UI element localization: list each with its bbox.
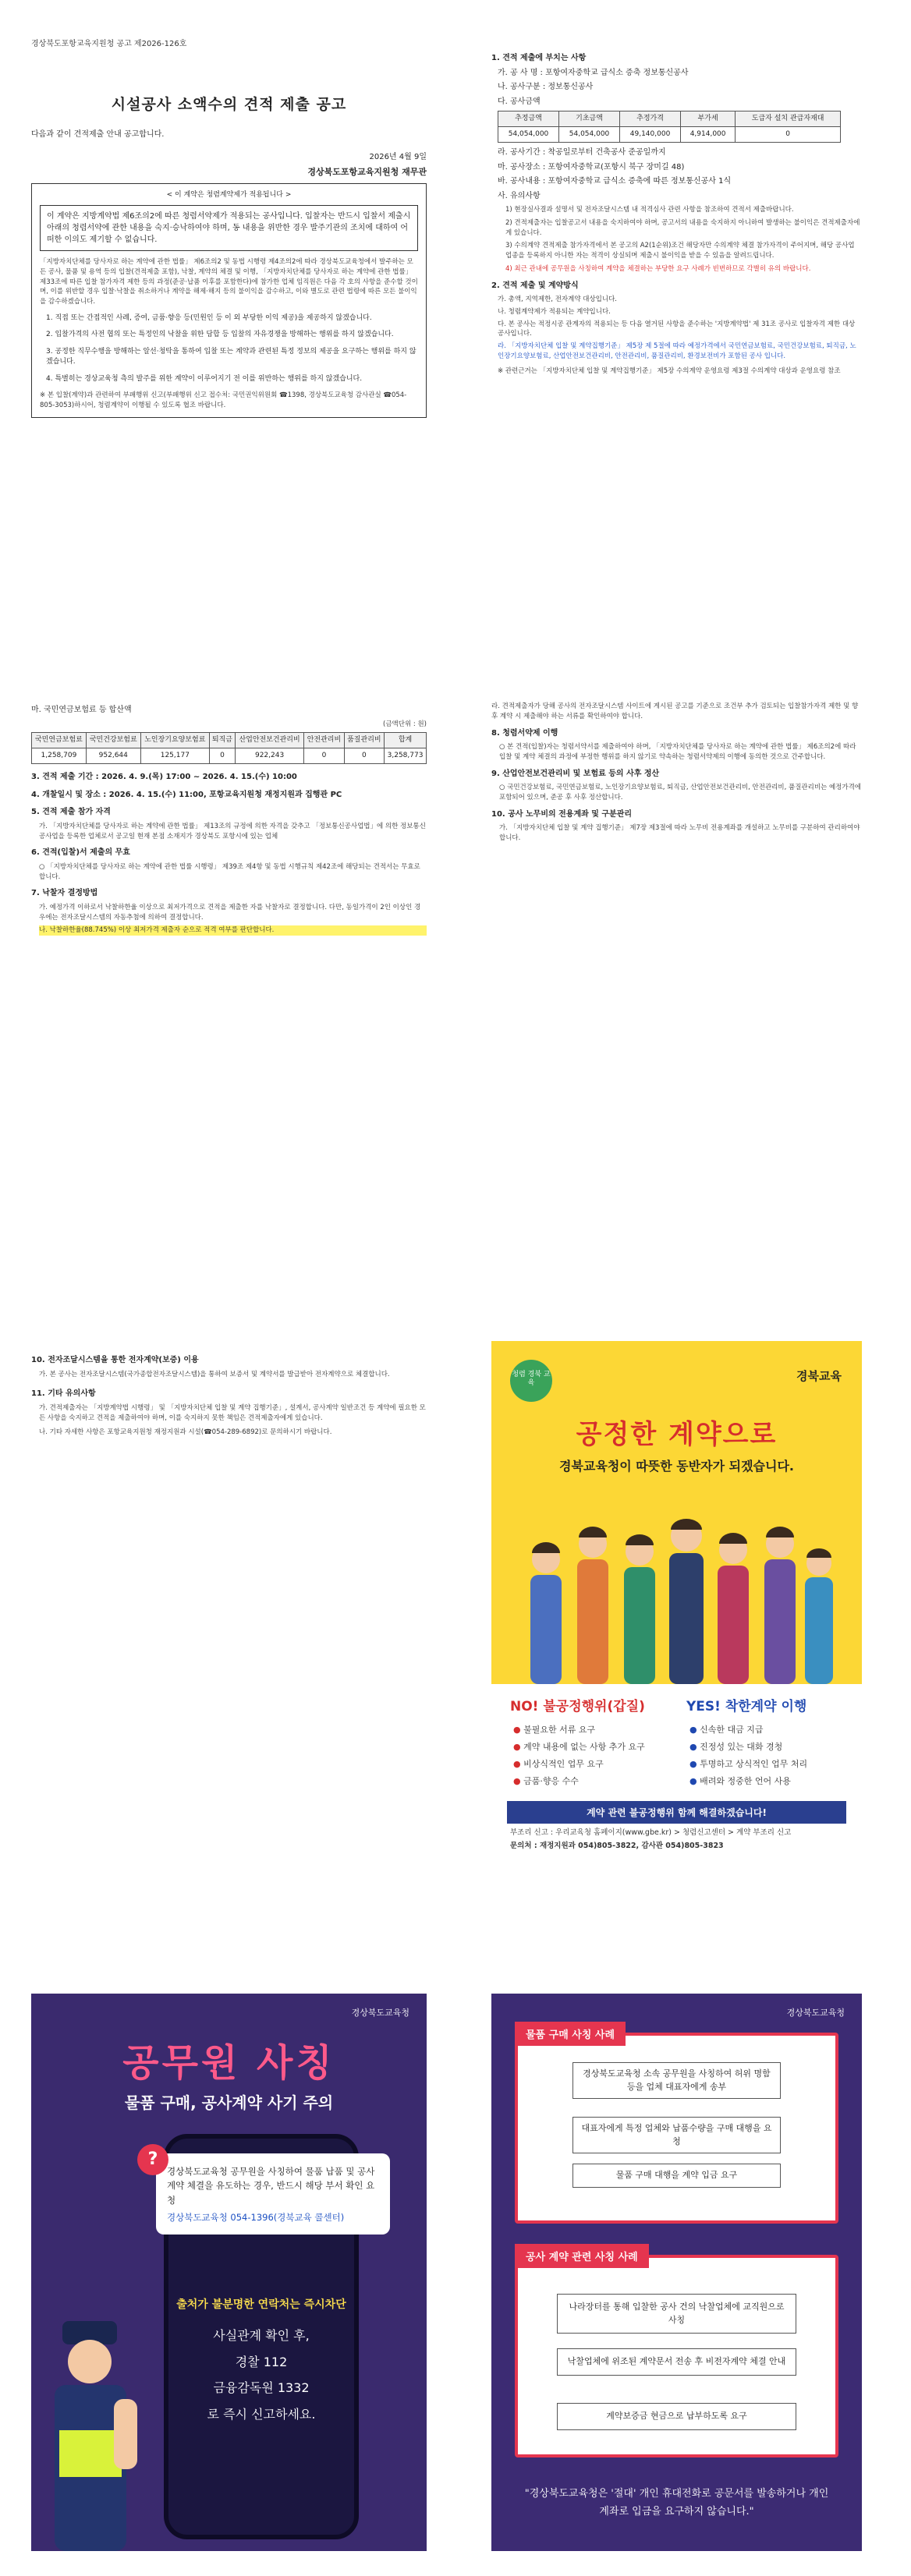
section-title: 공사 계약 관련 사칭 사례 — [515, 2244, 649, 2268]
contract-method: 다. 본 공사는 적정시공 관계자의 적용되는 등 다음 열거된 사항을 준수하는 '지방계약법' 제 31조 공사로 입찰자격 제한 대상 공사입니다. — [498, 320, 856, 338]
bidder-check-text: 라. 견적제출자가 당해 공사의 전자조달시스템 사이트에 게시된 공고를 기준으로 조건부 추가 검토되는 입찰참가자격 제한 및 향후 계약 시 제출해야 하는 서류를 확인하여야 합니다. — [491, 702, 859, 720]
labor-account-text: 가. 「지방자치단체 입찰 및 계약 집행기준」 제7장 제3절에 따라 노무비 전용계좌를 개설하고 노무비를 구분하여 관리하여야 합니다. — [499, 824, 860, 842]
no-item: ● 비상식적인 업무 요구 — [513, 1759, 604, 1769]
cautions-label: 사. 유의사항 — [498, 191, 541, 200]
case-item: 나라장터를 통해 입찰한 공사 건의 낙찰업체에 교직원으로 사칭 — [557, 2294, 796, 2334]
notice-footnote: ※ 본 입찰(계약)과 관련하여 부패행위 신고(부패행위 신고 접수처: 국민권익위원회 ☎1398, 경상북도교육청 감사관실 ☎054-805-3053)하시어, 청렴계약이 이행될 수 있도록 협조 바랍니다. — [40, 391, 407, 410]
table-cell: 0 — [209, 748, 235, 764]
contract-method: 가. 총액, 지역제한, 전자계약 대상입니다. — [498, 295, 617, 304]
contract-method: 라. 「지방자치단체 입찰 및 계약집행기준」 제5장 제 5절에 따라 예정가격에서 국민연금보험료, 국민건강보험료, 퇴직금, 노인장기요양보험료, 산업안전보건관리비, 안전관리비, 품질관리비, 환경보전비가 포함된 공사 입니다. — [498, 342, 856, 360]
caution-note: 1) 현장실사결과 설명서 및 전자조달시스템 내 적격심사 관련 사항을 참조하여 견적서 제출바랍니다. — [505, 206, 794, 214]
table-cell: 952,644 — [86, 748, 140, 764]
unit-label: (금액단위 : 원) — [383, 720, 427, 728]
table-header: 추정가격 — [620, 111, 681, 127]
integrity-notice-title: < 이 계약은 청렴계약제가 적용됩니다 > — [166, 190, 292, 199]
table-cell: 0 — [736, 127, 841, 143]
intro-text: 다음과 같이 견적제출 안내 공고합니다. — [31, 130, 165, 140]
case-item: 대표자에게 특정 업체와 납품수량을 구매 대행을 요청 — [572, 2117, 781, 2153]
table-header: 합계 — [385, 733, 427, 748]
award-method-text: 가. 예정가격 이하로서 낙찰하한율 이상으로 최저가격으로 견적을 제출한 자를 낙찰자로 결정합니다. 다만, 동일가격이 2인 이상인 경우에는 전자조달시스템의 자동추첨에 의하여 결정합니다. — [39, 903, 421, 922]
issuer: 경상북도포항교육지원청 재무관 — [307, 167, 427, 178]
table-cell: 922,243 — [235, 748, 303, 764]
table-cell: 0 — [344, 748, 384, 764]
section-title: 물품 구매 사칭 사례 — [515, 2022, 626, 2046]
award-method-title: 7. 낙찰자 결정방법 — [31, 889, 98, 898]
integrity-notice-detail: 「지방자치단체를 당사자로 하는 계약에 관한 법률」 제6조의2 및 동법 시행령 제4조의2에 따라 경상북도교육청에서 발주하는 모든 공사, 물품 및 용역 등의 입찰(견적제출 포함), 낙찰, 계약의 체결 및 이행, 「지방자치단체를 당사자로 하는 계약에 관한 법률」 제33조에 따른 입찰 참가자격 제한 등의 과정(준공·납품 이후를 포함한다)에 참가한 업체 임직원은 다음 각 호의 사항을 준수할 것이며, 이를 위반할 경우 입찰·낙찰을 취소하거나 계약을 해제·해지 등의 불이익을 감수하고, 이와 별도로 관련 법령에 따른 모든 불이익을 감수하겠습니다. — [40, 258, 418, 306]
legal-basis-footnote: ※ 관련근거는 「지방자치단체 입찰 및 계약집행기준」 제5장 수의계약 운영요령 제3절 수의계약 대상과 운영요령 참조 — [498, 366, 841, 375]
integrity-notice-body: 이 계약은 지방계약법 제6조의2에 따른 청렴서약제가 적용되는 공사입니다. 입찰자는 반드시 입찰서 제출시 아래의 청렴서약에 관한 내용을 숙지·승낙하여야 하며, 동 내용을 위반한 경우 발주기관의 조치에 대하여 어떠한 이의도 제기할 수 없습니다. — [40, 205, 418, 251]
invalid-quote-text: ○ 「지방자치단체를 당사자로 하는 계약에 관한 법률 시행령」 제39조 제4항 및 동법 시행규칙 제42조에 해당되는 견적서는 무효로 합니다. — [39, 862, 420, 881]
table-header: 추정금액 — [498, 111, 559, 127]
notice-item: 3. 공정한 직무수행을 방해하는 알선·청탁을 통하여 입찰 또는 계약과 관련된 특정 정보의 제공을 요구하는 행위를 하지 않겠습니다. — [46, 347, 417, 366]
integrity-notice — [31, 183, 427, 418]
table-cell: 4,914,000 — [681, 127, 736, 143]
table-cell: 54,054,000 — [559, 127, 620, 143]
table-cell: 54,054,000 — [498, 127, 559, 143]
warning-bubble-text: 경상북도교육청 공무원을 사칭하여 물품 납품 및 공사 계약 체결을 유도하는 경우, 반드시 해당 부서 확인 요청 — [167, 2166, 375, 2206]
other-notes-title: 11. 기타 유의사항 — [31, 1389, 96, 1399]
question-icon: ? — [137, 2144, 168, 2175]
table-cell: 0 — [304, 748, 344, 764]
labor-account-title: 10. 공사 노무비의 전용계좌 및 구분관리 — [491, 809, 633, 819]
report-line: 사실관계 확인 후, — [213, 2328, 310, 2343]
page-2 — [491, 47, 862, 483]
no-title: NO! 불공정행위(갑질) — [510, 1699, 645, 1714]
page-3-continued — [491, 702, 862, 1107]
award-rate-text: 나. 낙찰하한율(88.745%) 이상 최저가격 제출자 순으로 적격 여부를 판단합니다. — [39, 925, 427, 936]
report-line: 경찰 112 — [235, 2354, 288, 2369]
table-header: 노인장기요양보험료 — [140, 733, 209, 748]
yes-item: ● 배려와 정중한 언어 사용 — [689, 1776, 791, 1786]
report-banner: 계약 관련 불공정행위 함께 해결하겠습니다! — [507, 1801, 846, 1824]
eligibility-title: 5. 견적 제출 참가 자격 — [31, 808, 111, 817]
police-officer-illustration — [39, 2321, 148, 2551]
table-cell: 49,140,000 — [620, 127, 681, 143]
purchase-case-box — [515, 2029, 838, 2224]
fair-contract-poster — [491, 1341, 862, 1873]
people-illustration — [515, 1489, 838, 1684]
impersonation-cases-poster — [491, 1994, 862, 2551]
e-contract-text: 가. 본 공사는 전자조달시스템(국가종합전자조달시스템)을 통하여 보증서 및 계약서를 발급받아 전자계약으로 체결합니다. — [39, 1370, 390, 1378]
project-type: 나. 공사구분 : 정보통신공사 — [498, 83, 594, 91]
case-item: 경상북도교육청 소속 공무원을 사칭하여 허위 명함 등을 업체 대표자에게 송부 — [572, 2062, 781, 2099]
report-guide — [175, 2296, 347, 2427]
report-line: 로 즉시 신고하세요. — [207, 2406, 316, 2422]
report-line: 문의처 : 재정지원과 054)805-3822, 감사관 054)805-3823 — [510, 1842, 724, 1851]
table-header: 국민연금보험료 — [32, 733, 87, 748]
report-line: 금융감독원 1332 — [213, 2380, 310, 2396]
insurance-table — [31, 732, 427, 764]
amount-table — [498, 111, 841, 143]
table-header: 산업안전보건관리비 — [235, 733, 303, 748]
integrity-badge: 청렴 경북 교육 — [510, 1360, 552, 1402]
integrity-pledge-title: 8. 청렴서약제 이행 — [491, 728, 558, 738]
table-cell: 3,258,773 — [385, 748, 427, 764]
contract-method: 나. 청렴계약제가 적용되는 계약입니다. — [498, 307, 611, 316]
poster-subtitle: 물품 구매, 공사계약 사기 주의 — [124, 2093, 334, 2112]
e-contract-title: 10. 전자조달시스템을 통한 전자계약(보증) 이용 — [31, 1356, 199, 1364]
no-item: ● 계약 내용에 없는 사항 추가 요구 — [513, 1742, 645, 1752]
caution-note-warning: 4) 최근 관내에 공무원을 사칭하여 계약을 체결하는 부당한 요구 사례가 빈번하므로 각별히 유의 바랍니다. — [505, 264, 811, 273]
no-item: ● 불필요한 서류 요구 — [513, 1725, 596, 1735]
call-center-link: 경상북도교육청 054-1396(경북교육 콜센터) — [167, 2212, 345, 2224]
block-alert: 출처가 불분명한 연락처는 즉시차단 — [176, 2298, 346, 2311]
project-name: 가. 공 사 명 : 포항여자중학교 급식소 증축 정보통신공사 — [498, 68, 689, 77]
yes-item: ● 진정성 있는 대화 경청 — [689, 1742, 783, 1752]
section-1-title: 1. 견적 제출에 부치는 사항 — [491, 54, 587, 62]
page-4 — [31, 1349, 427, 1676]
table-cell: 125,177 — [140, 748, 209, 764]
yes-item: ● 신속한 대금 지급 — [689, 1725, 764, 1735]
case-item: 물품 구매 대행을 계약 입금 요구 — [572, 2164, 781, 2188]
table-header: 도급자 설치 관급자재대 — [736, 111, 841, 127]
project-amount-label: 다. 공사금액 — [498, 97, 541, 106]
notice-item: 1. 직접 또는 간접적인 사례, 증여, 금품·향응 등(민원인 등 이 외 부당한 이익 제공)을 제공하지 않겠습니다. — [46, 313, 372, 322]
post-settlement-title: 9. 산업안전보건관리비 및 보험료 등의 사후 정산 — [491, 769, 660, 778]
table-header: 퇴직금 — [209, 733, 235, 748]
notice-item: 2. 입찰가격의 사전 협의 또는 특정인의 낙찰을 위한 담합 등 입찰의 자유경쟁을 방해하는 행위를 하지 않겠습니다. — [46, 331, 394, 339]
table-header: 국민건강보험료 — [86, 733, 140, 748]
integrity-pledge-text: ○ 본 견적(입찰)자는 청렴서약서를 제출하여야 하며, 「지방자치단체를 당사자로 하는 계약에 관한 법률」 제6조의2에 따라 입찰 및 계약 체결의 과정에 부정한 행위를 하지 않기로 약속하는 청렴서약제의 이행에 동의한 것으로 간주합니다. — [499, 743, 856, 761]
page-1 — [31, 39, 427, 577]
gbe-logo: 경상북도교육청 — [351, 2008, 409, 2018]
poster-title: 공무원 사칭 — [122, 2041, 335, 2085]
construction-site: 마. 공사장소 : 포항여자중학교(포항시 북구 장미길 48) — [498, 162, 685, 172]
gbe-logo: 경북교육 — [796, 1369, 842, 1383]
case-item: 계약보증금 현금으로 납부하도록 요구 — [557, 2403, 796, 2430]
construction-case-box — [515, 2252, 838, 2457]
case-item: 낙찰업체에 위조된 계약문서 전송 후 비전자계약 체결 안내 — [557, 2348, 796, 2376]
eligibility-text: 가. 「지방자치단체를 당사자로 하는 계약에 관한 법률」 제13조의 규정에 의한 자격을 갖추고 「정보통신공사업법」에 의한 정보통신공사업을 등록한 업체로서 공고일 현재 본점 소재지가 경상북도 포항시에 있는 업체 — [39, 822, 426, 840]
invalid-quote-title: 6. 견적(입찰)서 제출의 무효 — [31, 848, 130, 858]
table-header: 안전관리비 — [304, 733, 344, 748]
table-header: 부가세 — [681, 111, 736, 127]
table-header: 기초금액 — [559, 111, 620, 127]
quote-period: 3. 견적 제출 기간 : 2026. 4. 9.(목) 17:00 ~ 2026. 4. 15.(수) 10:00 — [31, 773, 297, 782]
section-2-title: 2. 견적 제출 및 계약방식 — [491, 281, 579, 290]
announcement-number: 경상북도포항교육지원청 공고 제2026-126호 — [31, 40, 187, 48]
rules-panel — [491, 1684, 862, 1873]
insurance-total-label: 마. 국민연금보험료 등 합산액 — [31, 706, 132, 714]
page-title: 시설공사 소액수의 견적 제출 공고 — [111, 95, 347, 113]
page-3 — [31, 702, 427, 1107]
notice-item: 4. 특별히는 경상교육청 측의 발주를 위한 계약이 이루어지기 전 이를 위반하는 행위를 하지 않겠습니다. — [46, 374, 363, 383]
yes-title: YES! 착한계약 이행 — [686, 1699, 807, 1714]
gbe-logo: 경상북도교육청 — [786, 2008, 845, 2018]
poster-subtitle: 경북교육청이 따뜻한 동반자가 되겠습니다. — [559, 1459, 794, 1474]
caution-note: 2) 견적제출자는 입찰공고서 내용을 숙지하여야 하며, 공고서의 내용을 숙지하지 아니하여 발생하는 불이익은 견적제출자에게 있습니다. — [505, 218, 860, 237]
no-item: ● 금품·향응 수수 — [513, 1776, 579, 1786]
caution-note: 3) 수의계약 견적제출 참가자격에서 본 공고의 A2(1순위)조건 해당자만 수의계약 체결 참가자격이 주어지며, 해당 공사업 업종을 등록하지 아니한 자는 적격이 상실되며 제출시 불이익을 받을 수 있음을 알려드립니다. — [505, 242, 855, 260]
other-notes-text: 가. 견적제출자는 「지방계약법 시행령」 및 「지방자치단체 입찰 및 계약 집행기준」, 설계서, 공사계약 일반조건 등 계약에 필요한 모든 사항을 숙지하고 견적을 제출하여야 하며, 이를 숙지하지 못한 책임은 견적제출자에게 있습니다. — [39, 1403, 426, 1422]
policy-footer: "경상북도교육청은 '절대' 개인 휴대전화로 공문서를 발송하거나 개인 계좌로 입금을 요구하지 않습니다." — [524, 2488, 829, 2518]
issue-date: 2026년 4월 9일 — [369, 152, 427, 161]
impersonation-warning-poster — [31, 1994, 427, 2551]
contact-text: 나. 기타 자세한 사항은 포항교육지원청 재정지원과 시설(☎054-289-6892)로 문의하시기 바랍니다. — [39, 1428, 332, 1437]
post-settlement-text: ○ 국민건강보험료, 국민연금보험료, 노인장기요양보험료, 퇴직금, 산업안전보건관리비, 안전관리비, 품질관리비는 예정가격에 포함되어 있으며, 준공 후 사후 정산합니다. — [499, 784, 862, 801]
table-header: 품질관리비 — [344, 733, 384, 748]
yes-item: ● 투명하고 상식적인 업무 처리 — [689, 1759, 808, 1769]
construction-content: 바. 공사내용 : 포항여자중학교 급식소 증축에 따른 정보통신공사 1식 — [498, 177, 732, 186]
table-cell: 1,258,709 — [32, 748, 87, 764]
report-line: 부조리 신고 : 우리교육청 홈페이지(www.gbe.kr) > 청렴신고센터 > 계약 부조리 신고 — [510, 1828, 792, 1837]
poster-title: 공정한 계약으로 — [576, 1419, 778, 1450]
warning-bubble — [147, 2150, 390, 2235]
construction-period: 라. 공사기간 : 착공일로부터 건축공사 준공일까지 — [498, 148, 666, 157]
opening-datetime: 4. 개찰일시 및 장소 : 2026. 4. 15.(수) 11:00, 포항교육지원청 재정지원과 집행관 PC — [31, 790, 342, 799]
